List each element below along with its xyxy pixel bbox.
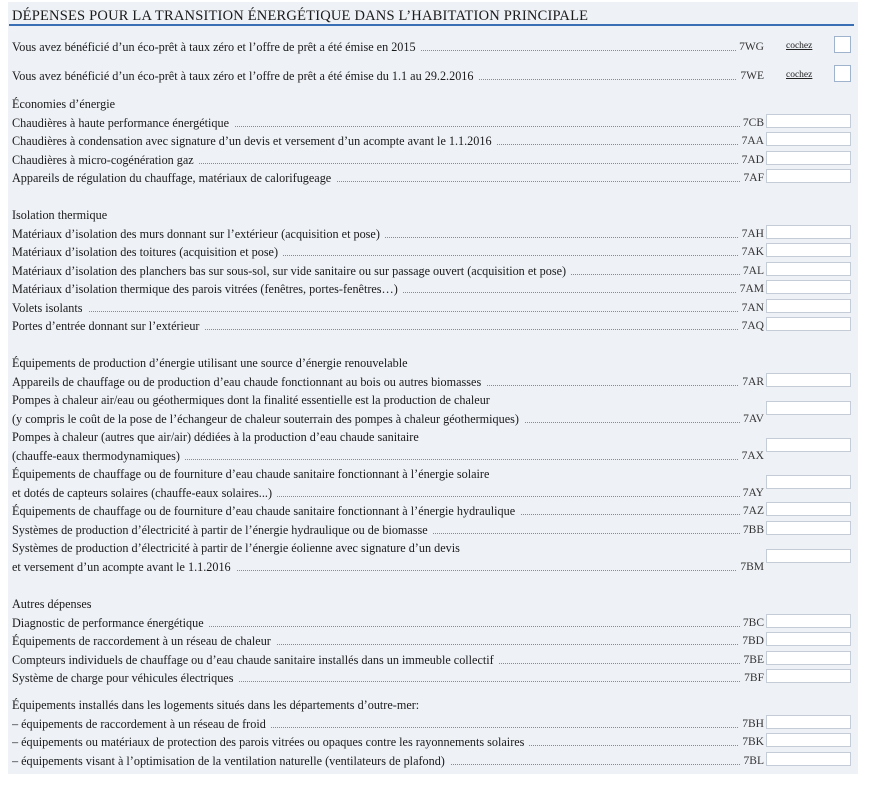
form-line	[12, 540, 764, 556]
box-code: 7AD	[739, 152, 764, 168]
line-text: Chaudières à micro-cogénération gaz	[12, 153, 199, 167]
box-code: 7CB	[740, 115, 764, 131]
checkbox-7wg[interactable]	[834, 36, 851, 53]
amount-field-7bc[interactable]	[766, 614, 851, 628]
box-code: 7AK	[739, 244, 764, 260]
box-code: 7WE	[737, 68, 764, 84]
amount-field-7ay[interactable]	[766, 475, 851, 489]
line-text: et dotés de capteurs solaires (chauffe-eaux solaires...)	[12, 486, 277, 500]
box-code: 7AV	[740, 411, 764, 427]
amount-field-7bd[interactable]	[766, 632, 851, 646]
box-code: 7AF	[741, 170, 764, 186]
amount-field-7ax[interactable]	[766, 438, 851, 452]
form-line	[12, 670, 764, 686]
amount-field-7ar[interactable]	[766, 373, 851, 387]
box-code: 7AX	[739, 448, 764, 464]
amount-field-7bk[interactable]	[766, 733, 851, 747]
box-code: 7AM	[737, 281, 764, 297]
amount-field-7af[interactable]	[766, 169, 851, 183]
form-line	[12, 448, 764, 464]
amount-field-7ah[interactable]	[766, 225, 851, 239]
section-heading: Équipements de production d’énergie utilisant une source d’énergie renouvelable	[12, 356, 408, 370]
form-line	[12, 485, 764, 501]
form-line	[12, 263, 764, 279]
cochez-label: cochez	[786, 70, 813, 80]
line-text: Appareils de régulation du chauffage, matériaux de calorifugeage	[12, 171, 336, 185]
box-code: 7AH	[739, 226, 764, 242]
line-text: (chauffe-eaux thermodynamiques)	[12, 449, 185, 463]
section-heading: Économies d’énergie	[12, 97, 115, 111]
amount-field-7bb[interactable]	[766, 521, 851, 535]
line-text: Matériaux d’isolation thermique des parois vitrées (fenêtres, portes-fenêtres…)	[12, 282, 403, 296]
line-text: Chaudières à condensation avec signature d’un devis et versement d’un acompte avant le 1.1.2016	[12, 134, 497, 148]
form-line	[12, 466, 764, 482]
form-line	[12, 374, 764, 390]
form-line	[12, 734, 764, 750]
line-text: Systèmes de production d’électricité à partir de l’énergie éolienne avec signature d’un devis	[12, 541, 465, 555]
line-text: Matériaux d’isolation des toitures (acquisition et pose)	[12, 245, 283, 259]
line-text: – équipements de raccordement à un réseau de froid	[12, 717, 271, 731]
amount-field-7aq[interactable]	[766, 317, 851, 331]
line-text: Équipements de chauffage ou de fourniture d’eau chaude sanitaire fonctionnant à l’énergie hydraulique	[12, 504, 520, 518]
line-text: Vous avez bénéficié d’un éco-prêt à taux zéro et l’offre de prêt a été émise du 1.1 au 29.2.2016	[12, 69, 478, 83]
amount-field-7an[interactable]	[766, 299, 851, 313]
box-code: 7AY	[740, 485, 764, 501]
box-code: 7BD	[739, 633, 764, 649]
box-code: 7AA	[739, 133, 764, 149]
amount-field-7bl[interactable]	[766, 752, 851, 766]
amount-field-7am[interactable]	[766, 280, 851, 294]
line-text: et versement d’un acompte avant le 1.1.2016	[12, 560, 236, 574]
box-code: 7WG	[736, 39, 764, 55]
box-code: 7AN	[739, 300, 764, 316]
line-text: Équipements de raccordement à un réseau de chaleur	[12, 634, 276, 648]
form-line	[12, 244, 764, 260]
section-heading: Isolation thermique	[12, 208, 108, 222]
amount-field-7ak[interactable]	[766, 243, 851, 257]
amount-field-7bf[interactable]	[766, 669, 851, 683]
form-line	[12, 615, 764, 631]
form-line	[12, 503, 764, 519]
form-line	[12, 392, 764, 408]
box-code: 7BL	[741, 753, 764, 769]
amount-field-7bh[interactable]	[766, 715, 851, 729]
box-code: 7BH	[739, 716, 764, 732]
amount-field-7be[interactable]	[766, 651, 851, 665]
form-line	[12, 633, 764, 649]
box-code: 7BF	[741, 670, 764, 686]
title-rule	[9, 24, 854, 26]
line-text: Compteurs individuels de chauffage ou d’eau chaude sanitaire installés dans un immeuble collectif	[12, 653, 499, 667]
form-line	[12, 753, 764, 769]
box-code: 7BE	[741, 652, 764, 668]
form-line	[12, 226, 764, 242]
line-text: Équipements de chauffage ou de fourniture d’eau chaude sanitaire fonctionnant à l’énergie solaire	[12, 467, 494, 481]
amount-field-7ad[interactable]	[766, 151, 851, 165]
box-code: 7BK	[739, 734, 764, 750]
box-code: 7BC	[740, 615, 764, 631]
form-line	[12, 716, 764, 732]
line-text: Volets isolants	[12, 301, 88, 315]
form-line	[12, 300, 764, 316]
line-text: Pompes à chaleur (autres que air/air) dédiées à la production d’eau chaude sanitaire	[12, 430, 424, 444]
form-line	[12, 133, 764, 149]
form-line	[12, 68, 764, 84]
form-line	[12, 652, 764, 668]
box-code: 7BB	[740, 522, 764, 538]
line-text: Diagnostic de performance énergétique	[12, 616, 209, 630]
box-code: 7AL	[740, 263, 764, 279]
line-text: – équipements visant à l’optimisation de la ventilation naturelle (ventilateurs de plafond)	[12, 754, 450, 768]
form-line	[12, 318, 764, 334]
form-line	[12, 429, 764, 445]
amount-field-7av[interactable]	[766, 401, 851, 415]
form-line	[12, 115, 764, 131]
amount-field-7cb[interactable]	[766, 114, 851, 128]
amount-field-7aa[interactable]	[766, 132, 851, 146]
section-heading: Équipements installés dans les logements situés dans les départements d’outre-mer:	[12, 698, 420, 712]
form-line	[12, 152, 764, 168]
form-title: DÉPENSES POUR LA TRANSITION ÉNERGÉTIQUE DANS L’HABITATION PRINCIPALE	[12, 8, 589, 24]
amount-field-7az[interactable]	[766, 502, 851, 516]
line-text: Matériaux d’isolation des planchers bas sur sous-sol, sur vide sanitaire ou sur passage ouvert (acquisition et pose)	[12, 264, 571, 278]
section-heading: Autres dépenses	[12, 597, 92, 611]
form-line	[12, 559, 764, 575]
form-line	[12, 281, 764, 297]
line-text: Pompes à chaleur air/eau ou géothermiques dont la finalité essentielle est la production de chaleur	[12, 393, 495, 407]
line-text: Système de charge pour véhicules électriques	[12, 671, 238, 685]
line-text: – équipements ou matériaux de protection des parois vitrées ou opaques contre les rayonnements solaires	[12, 735, 529, 749]
line-text: Appareils de chauffage ou de production d’eau chaude fonctionnant au bois ou autres biomasses	[12, 375, 486, 389]
line-text: Matériaux d’isolation des murs donnant sur l’extérieur (acquisition et pose)	[12, 227, 385, 241]
form-line	[12, 522, 764, 538]
box-code: 7BM	[737, 559, 764, 575]
line-text: Portes d’entrée donnant sur l’extérieur	[12, 319, 204, 333]
cochez-label: cochez	[786, 41, 813, 51]
form-line	[12, 39, 764, 55]
amount-field-7al[interactable]	[766, 262, 851, 276]
form-line	[12, 170, 764, 186]
amount-field-7bm[interactable]	[766, 549, 851, 563]
box-code: 7AR	[739, 374, 764, 390]
line-text: Systèmes de production d’électricité à partir de l’énergie hydraulique ou de biomasse	[12, 523, 433, 537]
line-text: Chaudières à haute performance énergétique	[12, 116, 234, 130]
box-code: 7AZ	[740, 503, 764, 519]
box-code: 7AQ	[739, 318, 764, 334]
checkbox-7we[interactable]	[834, 65, 851, 82]
line-text: Vous avez bénéficié d’un éco-prêt à taux zéro et l’offre de prêt a été émise en 2015	[12, 40, 421, 54]
form-line	[12, 411, 764, 427]
line-text: (y compris le coût de la pose de l’échangeur de chaleur souterrain des pompes à chaleur géothermiques)	[12, 412, 524, 426]
